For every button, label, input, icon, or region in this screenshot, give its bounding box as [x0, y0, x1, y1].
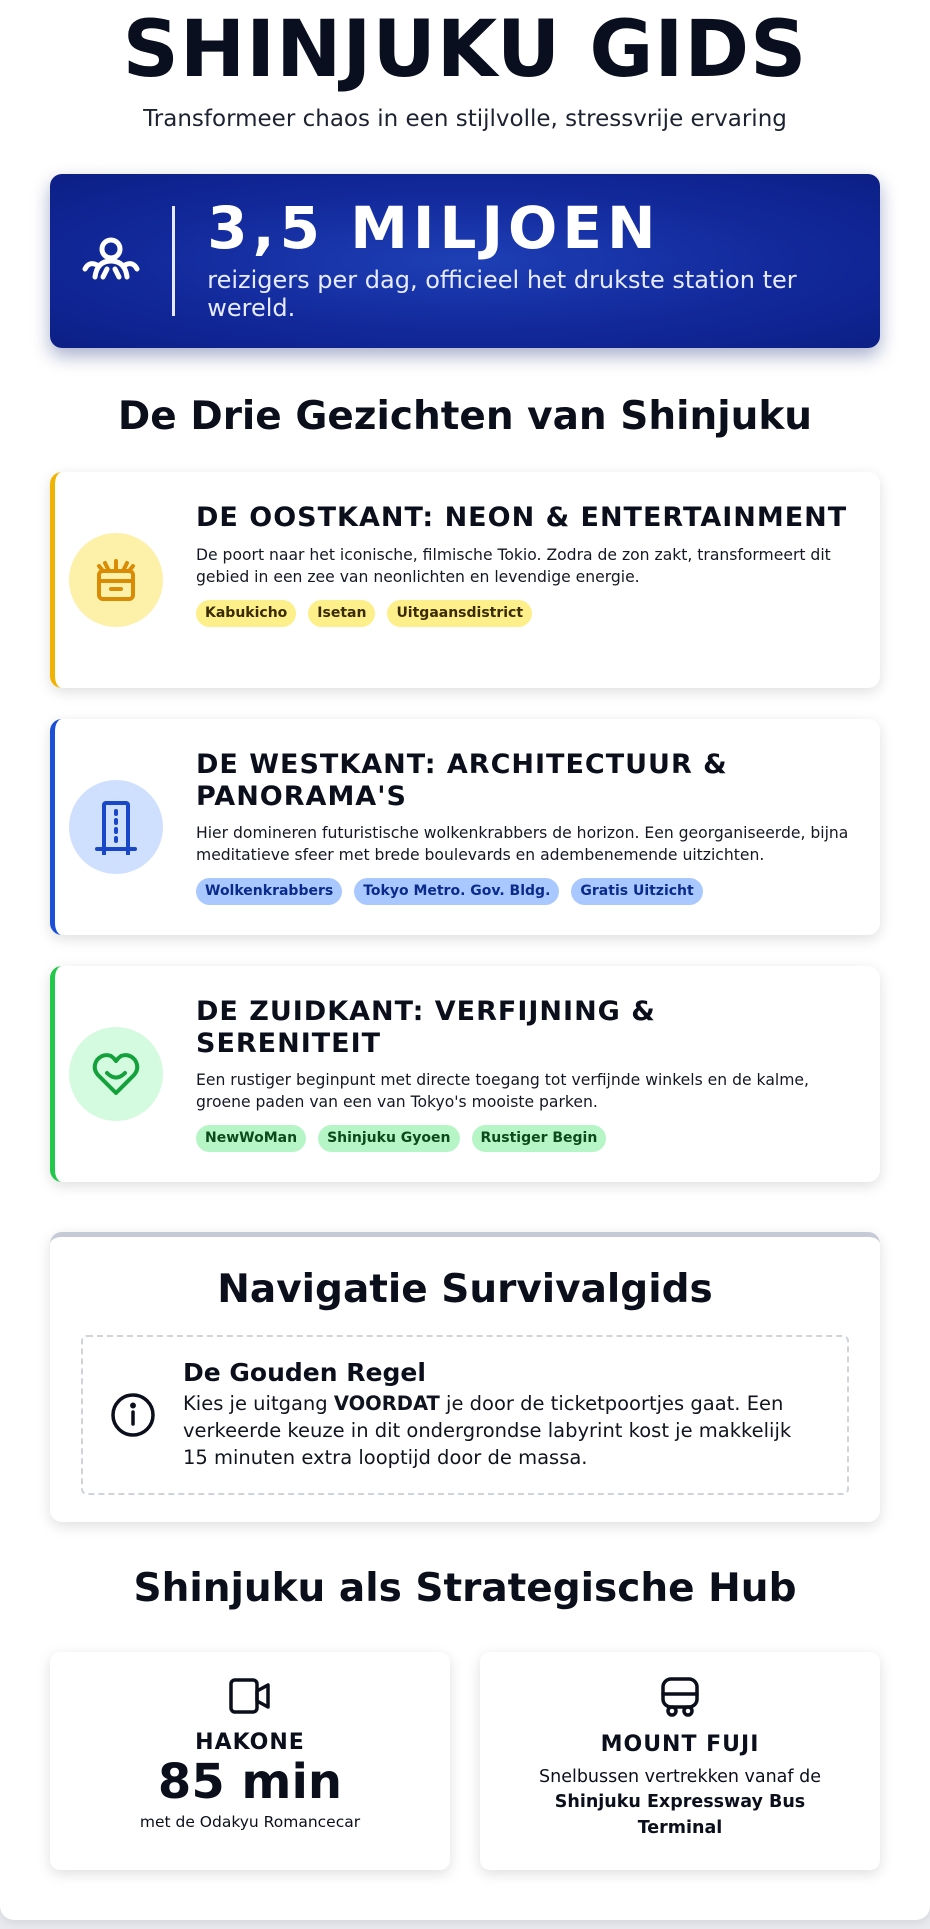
- passenger-stat-banner: [50, 174, 880, 348]
- hakone-title: HAKONE: [195, 1730, 305, 1755]
- golden-rule-box: [81, 1335, 849, 1495]
- card-south: [50, 966, 880, 1182]
- card-west: [50, 719, 880, 935]
- tag[interactable]: Tokyo Metro. Gov. Bldg.: [354, 878, 559, 905]
- card-east-title: DE OOSTKANT: NEON & ENTERTAINMENT: [196, 502, 848, 533]
- skyscraper-icon: [69, 780, 163, 874]
- heart-icon: [69, 1027, 163, 1121]
- card-south-title: DE ZUIDKANT: VERFIJNING & SERENITEIT: [196, 996, 656, 1059]
- stat-divider: [172, 206, 175, 316]
- video-camera-icon: [50, 1676, 450, 1716]
- rule-text-bold: VOORDAT: [333, 1392, 440, 1416]
- faces-heading: De Drie Gezichten van Shinjuku: [117, 394, 813, 439]
- info-icon: [83, 1391, 183, 1439]
- card-south-tags: [196, 1125, 850, 1152]
- neon-sign-icon: [69, 533, 163, 627]
- tag[interactable]: Shinjuku Gyoen: [318, 1125, 459, 1152]
- golden-rule-text: [183, 1391, 817, 1471]
- hub-card-hakone: [50, 1652, 450, 1870]
- fuji-desc-pre: Snelbussen vertrekken vanaf de: [539, 1767, 821, 1787]
- golden-rule-title: De Gouden Regel: [183, 1358, 426, 1388]
- page-header: [0, 0, 930, 132]
- tag[interactable]: Kabukicho: [196, 600, 296, 627]
- page-title: SHINJUKU GIDS: [122, 5, 808, 95]
- hub-card-fuji: [480, 1652, 880, 1870]
- hub-heading: Shinjuku als Strategische Hub: [133, 1566, 797, 1611]
- card-east-text: De poort naar het iconische, filmische Tokio. Zodra de zon zakt, transformeert dit gebied in een zee van neonlichten en levendige energie.: [196, 545, 831, 586]
- stat-number: 3,5 MILJOEN: [207, 194, 661, 263]
- page-subtitle: Transformeer chaos in een stijlvolle, stressvrije ervaring: [143, 105, 787, 132]
- crowd-icon: [50, 235, 172, 287]
- stat-content: [207, 194, 880, 322]
- hakone-time: 85 min: [157, 1754, 343, 1810]
- card-west-text: Hier domineren futuristische wolkenkrabbers de horizon. Een georganiseerde, bijna meditatieve sfeer met brede boulevards en adembenemende uitzichten.: [196, 824, 849, 865]
- tag[interactable]: Rustiger Begin: [472, 1125, 607, 1152]
- rule-text-pre: Kies je uitgang: [183, 1392, 334, 1416]
- stat-text: reizigers per dag, officieel het drukste station ter wereld.: [207, 266, 797, 322]
- tag[interactable]: NewWoMan: [196, 1125, 306, 1152]
- fuji-title: MOUNT FUJI: [600, 1732, 760, 1757]
- card-east-tags: [196, 600, 850, 627]
- tag[interactable]: Gratis Uitzicht: [571, 878, 702, 905]
- rule-text-post: je door de ticketpoortjes gaat. Een verkeerde keuze in dit ondergrondse labyrint kost je makkelijk 15 minuten extra looptijd door de massa.: [183, 1392, 792, 1469]
- tag[interactable]: Uitgaansdistrict: [387, 600, 532, 627]
- tag[interactable]: Isetan: [308, 600, 375, 627]
- card-west-title: DE WESTKANT: ARCHITECTUUR & PANORAMA'S: [196, 749, 728, 812]
- survival-heading: Navigatie Survivalgids: [217, 1267, 713, 1312]
- card-west-tags: [196, 878, 850, 905]
- card-east: [50, 472, 880, 688]
- card-south-text: Een rustiger beginpunt met directe toegang tot verfijnde winkels en de kalme, groene paden van een van Tokyo's mooiste parken.: [196, 1071, 809, 1112]
- tag[interactable]: Wolkenkrabbers: [196, 878, 342, 905]
- survival-guide: [50, 1232, 880, 1522]
- fuji-terminal: Shinjuku Expressway Bus Terminal: [554, 1792, 806, 1838]
- hakone-note: met de Odakyu Romancecar: [139, 1813, 361, 1832]
- bus-icon: [480, 1676, 880, 1718]
- fuji-description: [480, 1765, 880, 1841]
